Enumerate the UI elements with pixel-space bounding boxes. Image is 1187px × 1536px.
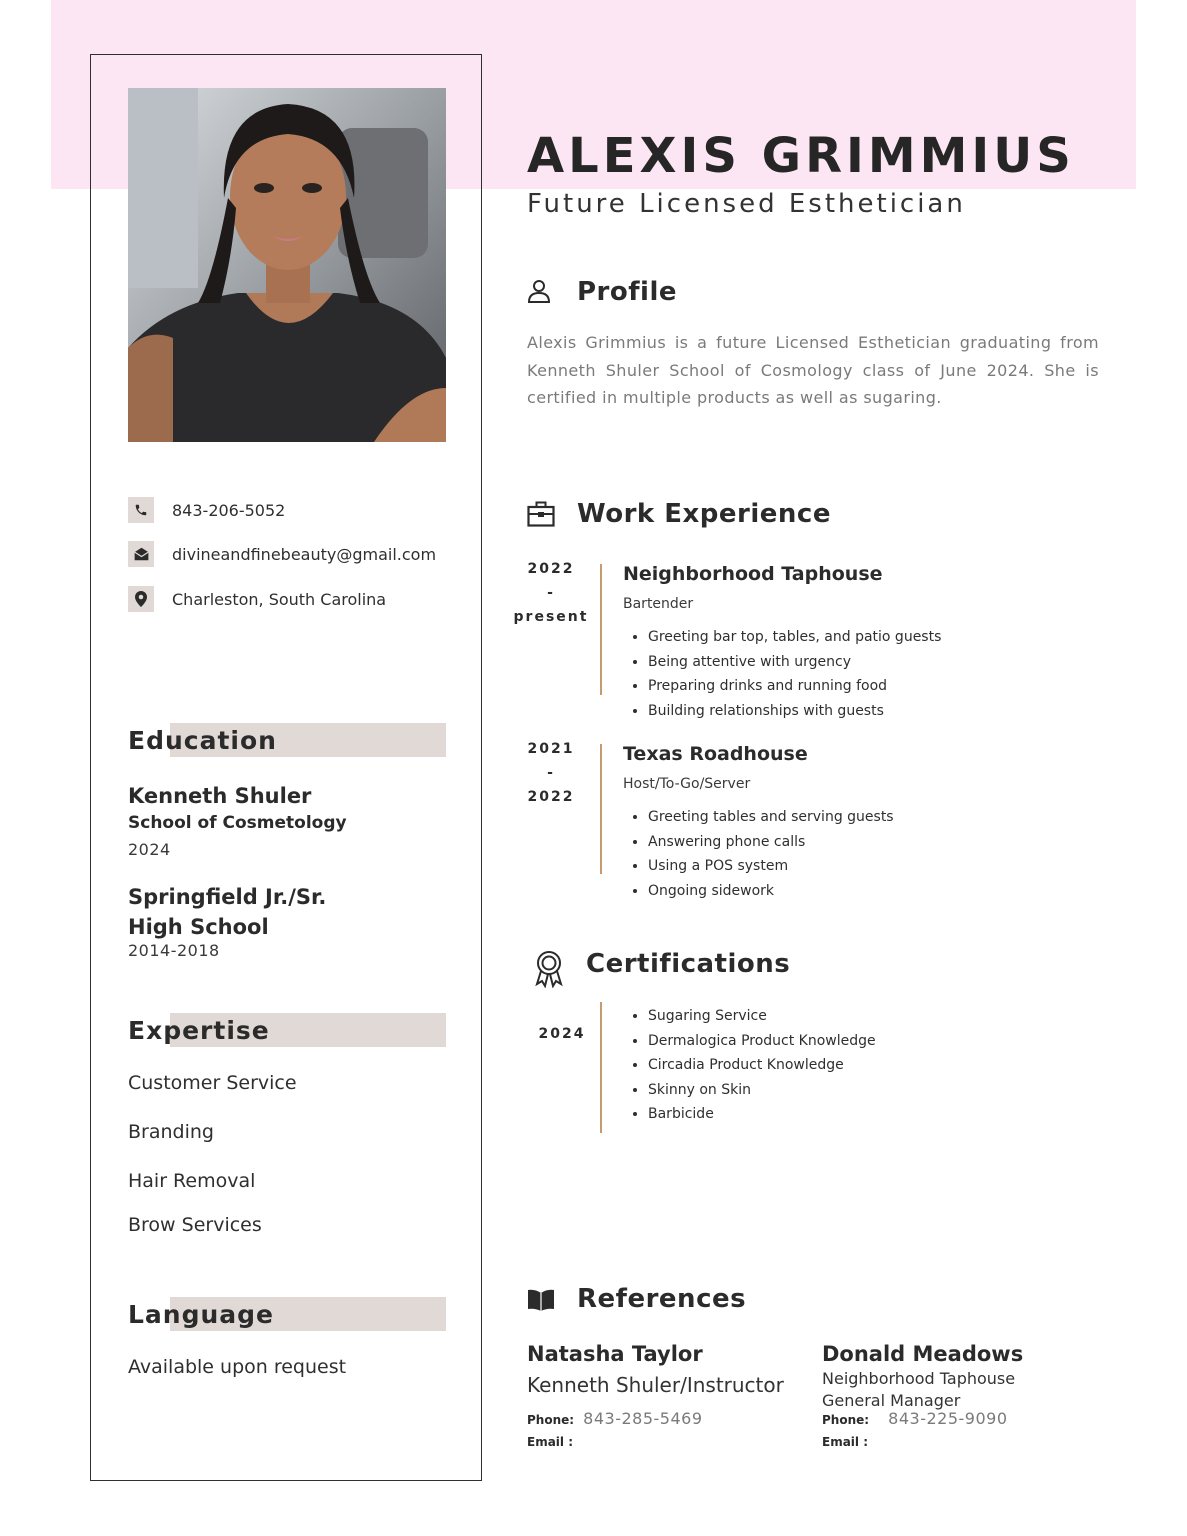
phone-icon: [128, 497, 154, 523]
contact-phone: [128, 497, 285, 523]
list-item: • Building relationships with guests: [648, 699, 941, 724]
award-ribbon-icon: [533, 950, 565, 992]
reference-title: Kenneth Shuler/Instructor: [527, 1373, 784, 1397]
profile-heading: Profile: [577, 277, 678, 307]
skill-item: Customer Service: [128, 1072, 297, 1094]
education-year: 2014-2018: [128, 941, 220, 960]
job-year-dash: -: [547, 765, 555, 781]
phone-label: Phone:: [822, 1413, 870, 1427]
list-item: • Greeting bar top, tables, and patio guests: [648, 625, 941, 650]
list-item: • Dermalogica Product Knowledge: [648, 1029, 876, 1054]
job-company: Texas Roadhouse: [623, 743, 808, 765]
email-label: Email :: [822, 1435, 869, 1449]
reference-company: Neighborhood Taphouse: [822, 1369, 1016, 1388]
timeline-line: [600, 744, 602, 874]
certification-list: [623, 1004, 876, 1127]
job-year-start: 2022: [527, 561, 575, 577]
profile-text: Alexis Grimmius is a future Licensed Esthetician graduating from Kenneth Shuler School of Cosmology class of June 2024. She is certified in multiple products as well as sugaring.: [527, 333, 1099, 407]
user-icon: [527, 279, 551, 307]
job-years: [508, 737, 594, 809]
job-year-end: 2022: [527, 789, 575, 805]
list-item: • Ongoing sidework: [648, 879, 894, 904]
education-heading-text: Education: [128, 726, 277, 755]
job-role: Host/To-Go/Server: [623, 776, 751, 792]
contact-location: [128, 586, 386, 612]
candidate-title: Future Licensed Esthetician: [527, 189, 966, 219]
skill-item: Branding: [128, 1121, 214, 1143]
skill-item: Brow Services: [128, 1214, 262, 1236]
education-school-name: Springfield Jr./Sr.: [128, 885, 327, 909]
job-company: Neighborhood Taphouse: [623, 563, 883, 585]
list-item: • Preparing drinks and running food: [648, 674, 941, 699]
reference-phone: [822, 1409, 1008, 1428]
contact-email-text: divineandfinebeauty@gmail.com: [172, 544, 437, 564]
certifications-heading: Certifications: [586, 949, 791, 979]
candidate-name: ALEXIS GRIMMIUS: [527, 128, 1075, 184]
phone-value: 843-285-5469: [583, 1409, 703, 1428]
phone-value: 843-225-9090: [888, 1409, 1008, 1428]
email-label: Email :: [527, 1435, 574, 1449]
reference-phone: [527, 1409, 703, 1428]
list-item: • Barbicide: [648, 1102, 876, 1127]
envelope-icon: [128, 541, 154, 567]
education-heading: [128, 723, 446, 757]
job-year-dash: -: [547, 585, 555, 601]
certification-year: 2024: [538, 1026, 586, 1042]
education-school-name-line2: High School: [128, 915, 269, 939]
education-year: 2024: [128, 840, 171, 859]
job-year-end: present: [513, 609, 589, 625]
language-heading: [128, 1297, 446, 1331]
education-school-sub: School of Cosmetology: [128, 813, 347, 833]
expertise-heading-text: Expertise: [128, 1016, 270, 1045]
reference-name: Donald Meadows: [822, 1342, 1024, 1366]
profile-photo: [128, 88, 446, 442]
work-heading: Work Experience: [577, 499, 831, 529]
skill-item: Hair Removal: [128, 1170, 256, 1192]
job-years: [508, 557, 594, 629]
list-item: • Circadia Product Knowledge: [648, 1053, 876, 1078]
reference-name: Natasha Taylor: [527, 1342, 703, 1366]
expertise-heading: [128, 1013, 446, 1047]
job-year-start: 2021: [527, 741, 575, 757]
list-item: • Using a POS system: [648, 854, 894, 879]
timeline-line: [600, 1002, 602, 1133]
contact-phone-text: 843-206-5052: [172, 500, 286, 520]
list-item: • Greeting tables and serving guests: [648, 805, 894, 830]
references-heading: References: [577, 1284, 747, 1314]
list-item: • Being attentive with urgency: [648, 650, 941, 675]
list-item: • Answering phone calls: [648, 830, 894, 855]
list-item: • Skinny on Skin: [648, 1078, 876, 1103]
education-school-name: Kenneth Shuler: [128, 784, 312, 808]
reference-title: General Manager: [822, 1391, 961, 1410]
phone-label: Phone:: [527, 1413, 575, 1427]
language-heading-text: Language: [128, 1300, 275, 1329]
job-duties: [623, 805, 894, 903]
list-item: • Sugaring Service: [648, 1004, 876, 1029]
briefcase-icon: [527, 501, 555, 531]
contact-location-text: Charleston, South Carolina: [172, 589, 387, 609]
location-pin-icon: [128, 586, 154, 612]
language-text: Available upon request: [128, 1356, 347, 1378]
open-book-icon: [527, 1288, 555, 1316]
contact-email: [128, 541, 436, 567]
timeline-line: [600, 564, 602, 695]
job-role: Bartender: [623, 596, 694, 612]
job-duties: [623, 625, 941, 723]
